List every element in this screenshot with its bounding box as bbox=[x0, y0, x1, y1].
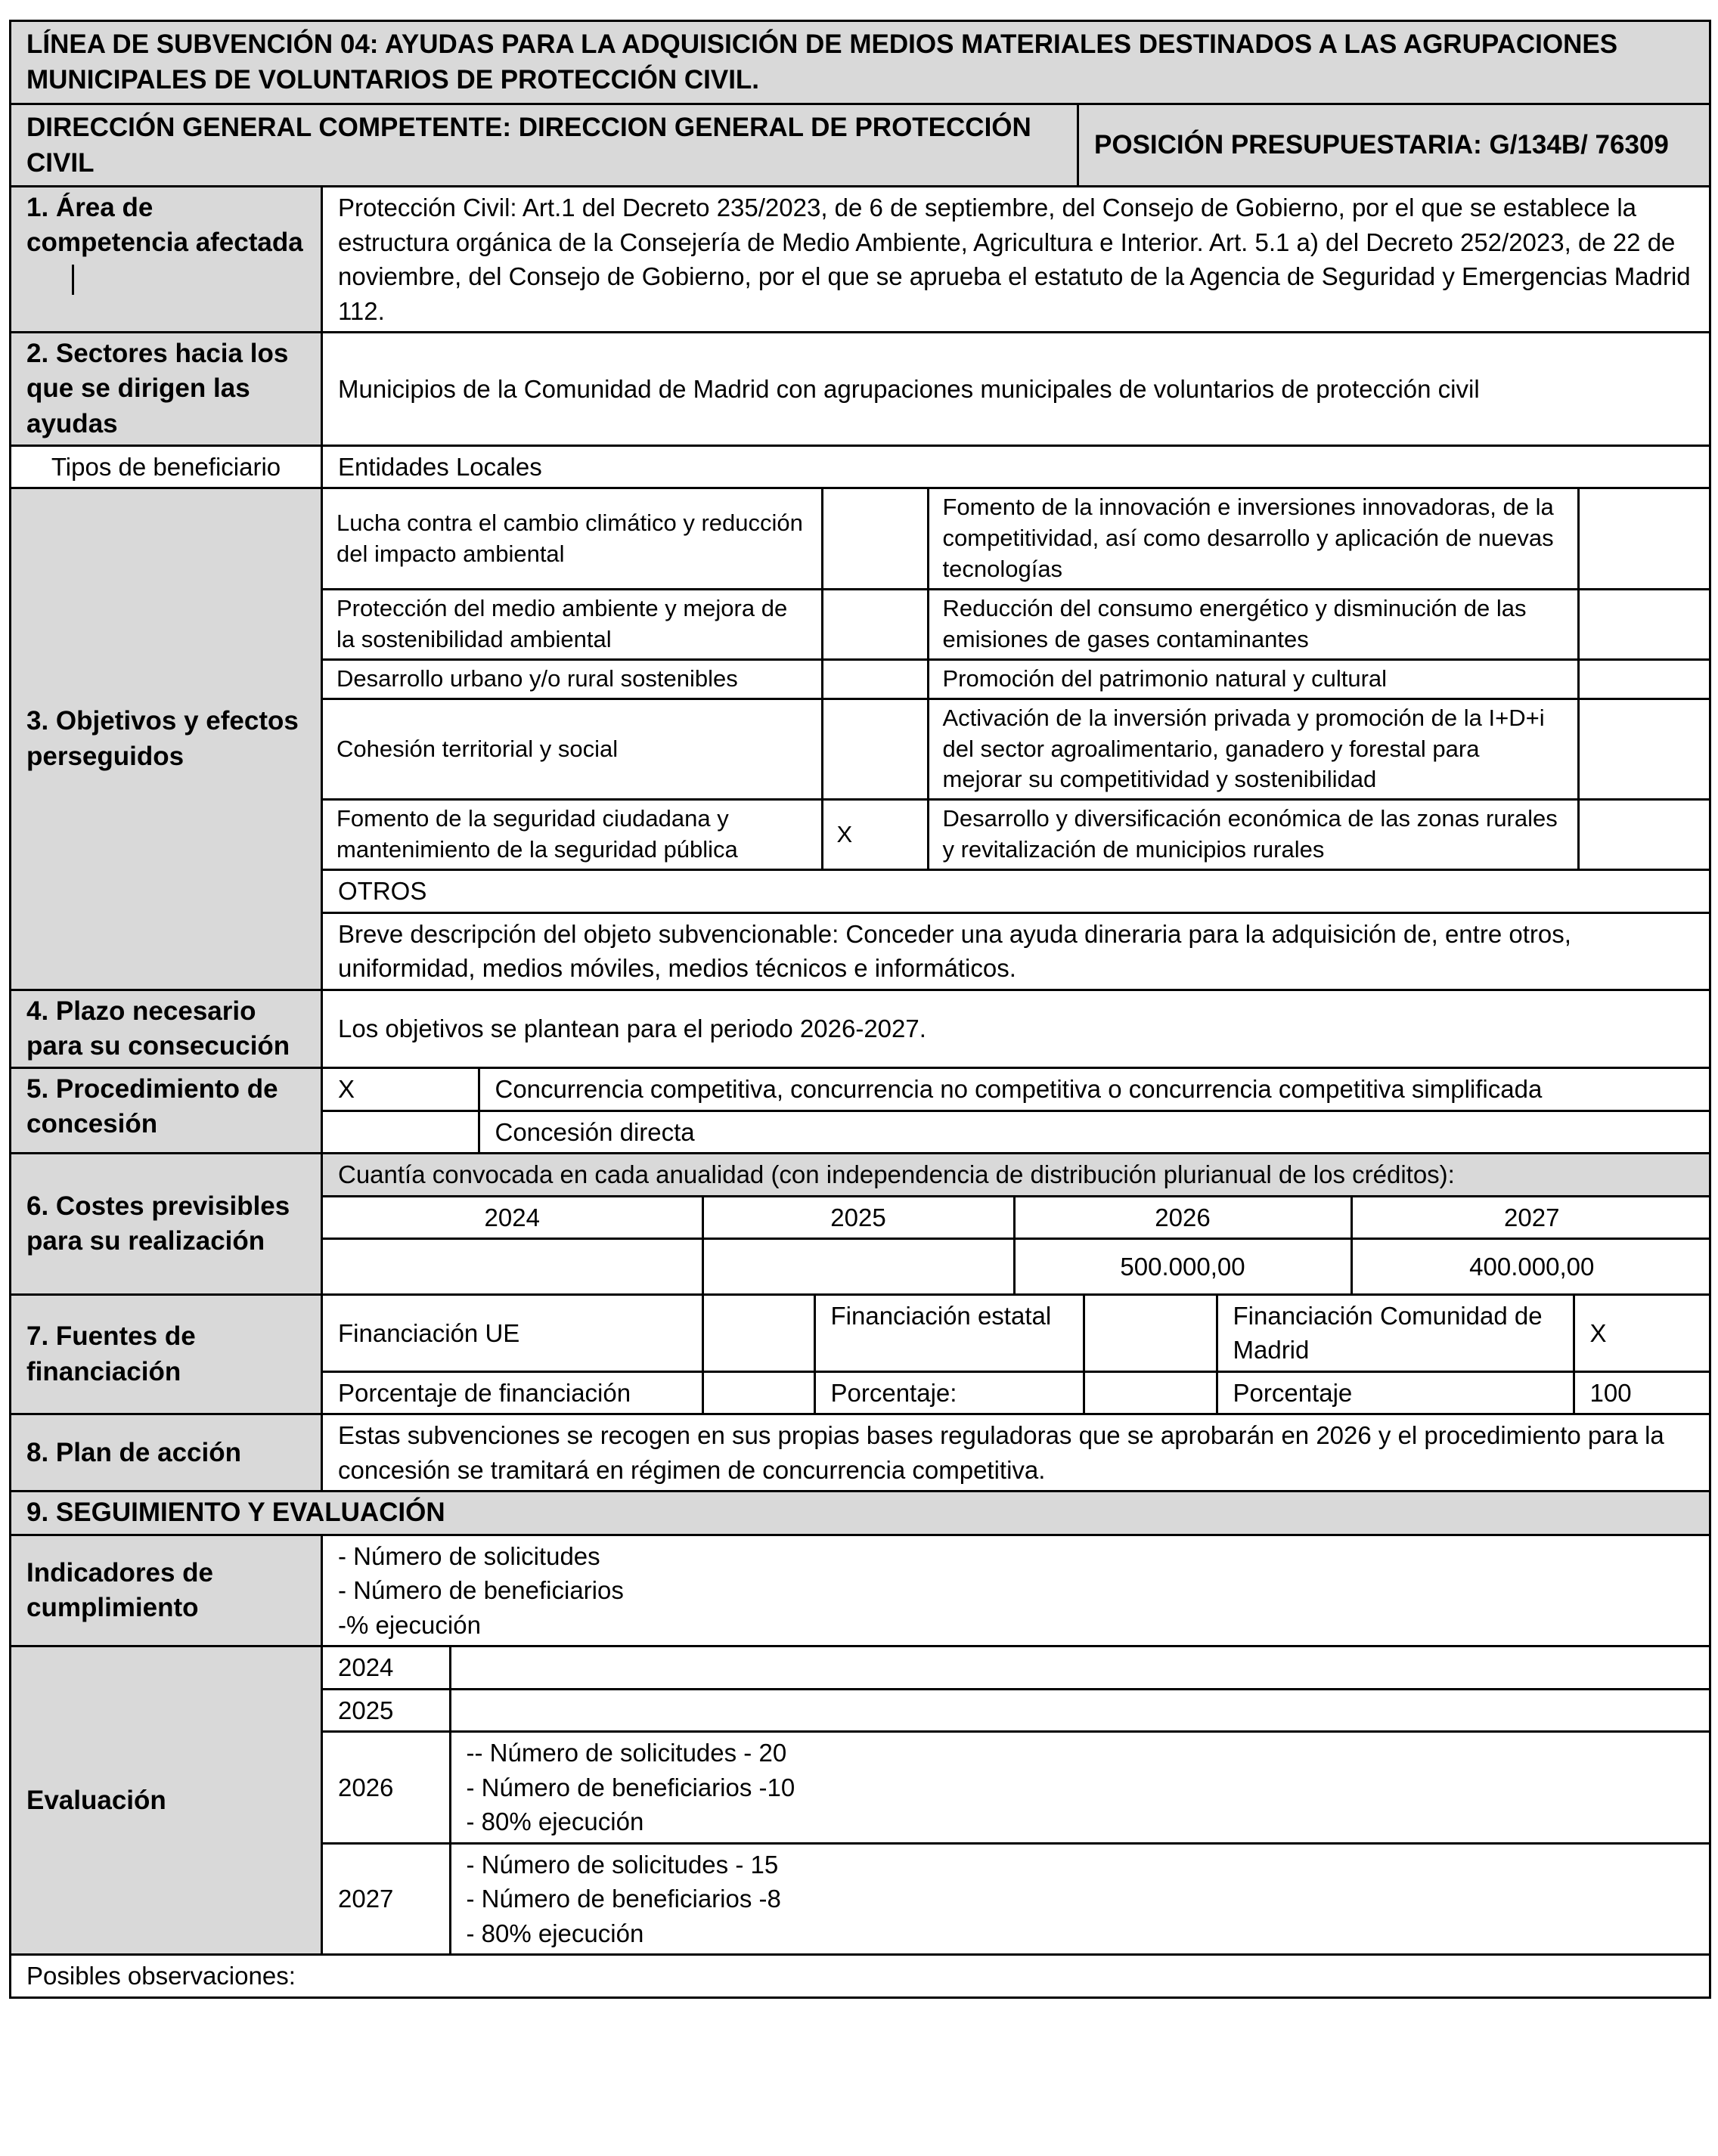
objetivo-right-mark bbox=[1578, 589, 1711, 659]
objetivo-right: Activación de la inversión privada y promoción de la I+D+i del sector agroalimentario, ganadero y forestal para mejorar su competitividad y sostenibilidad bbox=[928, 699, 1578, 800]
evaluacion-lines bbox=[450, 1689, 1709, 1732]
amount-value bbox=[702, 1239, 1014, 1293]
objetivo-row bbox=[323, 699, 1711, 800]
objetivo-right: Desarrollo y diversificación económica de las zonas rurales y revitalización de municipios rurales bbox=[928, 800, 1578, 870]
indicador-item: - Número de solicitudes bbox=[338, 1541, 600, 1570]
procedimiento-row bbox=[323, 1069, 1709, 1111]
text-cursor bbox=[72, 265, 74, 295]
procedimiento-cell bbox=[322, 1068, 1710, 1154]
plazo-label: 4. Plazo necesario para su consecución bbox=[11, 990, 322, 1067]
indicador-item: - Número de beneficiarios bbox=[338, 1576, 624, 1605]
evaluacion-lines bbox=[450, 1732, 1709, 1844]
objetivo-left: Cohesión territorial y social bbox=[323, 699, 822, 800]
evaluacion-row bbox=[323, 1689, 1709, 1732]
area-text: Protección Civil: Art.1 del Decreto 235/2023, de 6 de septiembre, del Consejo de Gobierno, por el que se establece la estructura orgánica de la Consejería de Medio Ambiente, Agricultura e Interior. Art. 5.1 a) del Decreto 252/2023, de 22 de noviembre, del Consejo de Gobierno, por el que se aprueba el estatuto de la Agencia de Seguridad y Emergencias Madrid 112. bbox=[322, 187, 1710, 333]
objetivos-label: 3. Objetivos y efectos perseguidos bbox=[11, 488, 322, 990]
costes-cell bbox=[322, 1154, 1710, 1295]
evaluacion-year: 2027 bbox=[323, 1843, 450, 1953]
evaluacion-row bbox=[323, 1647, 1709, 1689]
indicadores-list bbox=[322, 1535, 1710, 1646]
objetivo-right-mark bbox=[1578, 800, 1711, 870]
porcentaje-cam-label: Porcentaje bbox=[1217, 1371, 1574, 1413]
objetivo-right: Fomento de la innovación e inversiones innovadoras, de la competitividad, así como desarrollo y aplicación de nuevas tecnologías bbox=[928, 489, 1578, 589]
plan-label: 8. Plan de acción bbox=[11, 1414, 322, 1492]
evaluacion-year: 2025 bbox=[323, 1689, 450, 1732]
objetivos-cell bbox=[322, 488, 1710, 990]
objetivo-left-mark bbox=[822, 699, 928, 800]
objetivo-left: Fomento de la seguridad ciudadana y mantenimiento de la seguridad pública bbox=[323, 800, 822, 870]
financiacion-estatal-mark bbox=[1084, 1296, 1217, 1372]
evaluacion-row bbox=[323, 1732, 1709, 1844]
procedimiento-text: Concurrencia competitiva, concurrencia no competitiva o concurrencia competitiva simplificada bbox=[479, 1069, 1709, 1111]
procedimiento-mark bbox=[323, 1111, 479, 1152]
evaluacion-line: - Número de beneficiarios -8 bbox=[466, 1885, 781, 1913]
procedimiento-text: Concesión directa bbox=[479, 1111, 1709, 1152]
evaluacion-grid bbox=[323, 1647, 1709, 1953]
objetivo-row bbox=[323, 489, 1711, 589]
plazo-text: Los objetivos se plantean para el periodo 2026-2027. bbox=[322, 990, 1710, 1067]
evaluacion-line: - 80% ejecución bbox=[466, 1808, 644, 1836]
beneficiario-label: Tipos de beneficiario bbox=[11, 445, 322, 488]
amount-value bbox=[323, 1239, 702, 1293]
direccion-general: DIRECCIÓN GENERAL COMPETENTE: DIRECCION GENERAL DE PROTECCIÓN CIVIL bbox=[11, 104, 1078, 187]
porcentaje-estatal-label: Porcentaje: bbox=[814, 1371, 1084, 1413]
year-label: 2024 bbox=[323, 1196, 702, 1239]
objeto-subvencionable: Breve descripción del objeto subvencionable: Conceder una ayuda dineraria para la adquisición de, entre otros, uniformidad, medios móviles, medios técnicos e informáticos. bbox=[323, 912, 1711, 989]
evaluacion-line: -- Número de solicitudes - 20 bbox=[466, 1739, 787, 1767]
objetivo-right-mark bbox=[1578, 489, 1711, 589]
financiacion-estatal: Financiación estatal bbox=[814, 1296, 1084, 1372]
objetivo-left-mark bbox=[822, 489, 928, 589]
evaluacion-line: - Número de solicitudes - 15 bbox=[466, 1850, 779, 1879]
sectores-text: Municipios de la Comunidad de Madrid con agrupaciones municipales de voluntarios de protección civil bbox=[322, 333, 1710, 446]
evaluacion-year: 2024 bbox=[323, 1647, 450, 1689]
objetivo-left: Desarrollo urbano y/o rural sostenibles bbox=[323, 659, 822, 699]
evaluacion-cell bbox=[322, 1646, 1710, 1955]
area-label bbox=[11, 187, 322, 333]
line-title: LÍNEA DE SUBVENCIÓN 04: AYUDAS PARA LA ADQUISICIÓN DE MEDIOS MATERIALES DESTINADOS A LAS AGRUPACIONES MUNICIPALES DE VOLUNTARIOS DE PROTECCIÓN CIVIL. bbox=[11, 21, 1710, 104]
evaluacion-line: - 80% ejecución bbox=[466, 1919, 644, 1947]
porcentaje-estatal bbox=[1084, 1371, 1217, 1413]
objetivo-row bbox=[323, 589, 1711, 659]
seguimiento-title: 9. SEGUIMIENTO Y EVALUACIÓN bbox=[11, 1492, 1710, 1535]
objetivo-left: Lucha contra el cambio climático y reducción del impacto ambiental bbox=[323, 489, 822, 589]
objetivo-row bbox=[323, 659, 1711, 699]
fuentes-label: 7. Fuentes de financiación bbox=[11, 1294, 322, 1414]
porcentaje-label: Porcentaje de financiación bbox=[323, 1371, 702, 1413]
procedimiento-mark: X bbox=[323, 1069, 479, 1111]
objetivos-grid bbox=[323, 489, 1711, 989]
beneficiario-value: Entidades Locales bbox=[322, 445, 1710, 488]
financiacion-ue-mark bbox=[702, 1296, 814, 1372]
costes-amounts-row bbox=[323, 1239, 1711, 1293]
costes-label: 6. Costes previsibles para su realización bbox=[11, 1154, 322, 1295]
procedimiento-label: 5. Procedimiento de concesión bbox=[11, 1068, 322, 1154]
procedimiento-grid bbox=[323, 1069, 1709, 1152]
sectores-label: 2. Sectores hacia los que se dirigen las ayudas bbox=[11, 333, 322, 446]
costes-years-row bbox=[323, 1196, 1711, 1239]
evaluacion-line: - Número de beneficiarios -10 bbox=[466, 1773, 795, 1801]
fuentes-cell bbox=[322, 1294, 1710, 1414]
costes-grid bbox=[323, 1154, 1711, 1293]
evaluacion-year: 2026 bbox=[323, 1732, 450, 1844]
porcentaje-ue bbox=[702, 1371, 814, 1413]
year-label: 2027 bbox=[1351, 1196, 1711, 1239]
evaluacion-lines bbox=[450, 1647, 1709, 1689]
indicadores-label: Indicadores de cumplimiento bbox=[11, 1535, 322, 1646]
amount-value: 400.000,00 bbox=[1351, 1239, 1711, 1293]
evaluacion-lines bbox=[450, 1843, 1709, 1953]
costes-heading: Cuantía convocada en cada anualidad (con independencia de distribución plurianual de los créditos): bbox=[323, 1154, 1711, 1196]
evaluacion-row bbox=[323, 1843, 1709, 1953]
year-label: 2026 bbox=[1014, 1196, 1351, 1239]
objetivo-right-mark bbox=[1578, 699, 1711, 800]
porcentaje-cam: 100 bbox=[1574, 1371, 1711, 1413]
objetivo-right-mark bbox=[1578, 659, 1711, 699]
objetivos-otros: OTROS bbox=[323, 870, 1711, 913]
observaciones: Posibles observaciones: bbox=[11, 1955, 1710, 1998]
main-table bbox=[9, 20, 1711, 1999]
area-label-text: 1. Área de competencia afectada bbox=[26, 193, 303, 258]
posicion-presupuestaria: POSICIÓN PRESUPUESTARIA: G/134B/ 76309 bbox=[1078, 104, 1710, 187]
objetivo-left-mark bbox=[822, 589, 928, 659]
objetivo-left: Protección del medio ambiente y mejora de la sostenibilidad ambiental bbox=[323, 589, 822, 659]
financiacion-ue: Financiación UE bbox=[323, 1296, 702, 1372]
financiacion-cam: Financiación Comunidad de Madrid bbox=[1217, 1296, 1574, 1372]
year-label: 2025 bbox=[702, 1196, 1014, 1239]
financiacion-cam-mark: X bbox=[1574, 1296, 1711, 1372]
indicador-item: -% ejecución bbox=[338, 1610, 481, 1639]
subvencion-sheet bbox=[9, 20, 1709, 1999]
objetivo-right: Promoción del patrimonio natural y cultural bbox=[928, 659, 1578, 699]
procedimiento-row bbox=[323, 1111, 1709, 1152]
objetivo-right: Reducción del consumo energético y disminución de las emisiones de gases contaminantes bbox=[928, 589, 1578, 659]
plan-text: Estas subvenciones se recogen en sus propias bases reguladoras que se aprobarán en 2026 y el procedimiento para la concesión se tramitará en régimen de concurrencia competitiva. bbox=[322, 1414, 1710, 1492]
objetivo-row bbox=[323, 800, 1711, 870]
evaluacion-label: Evaluación bbox=[11, 1646, 322, 1955]
fuentes-grid bbox=[323, 1296, 1711, 1414]
objetivo-left-mark bbox=[822, 659, 928, 699]
objetivo-left-mark: X bbox=[822, 800, 928, 870]
amount-value: 500.000,00 bbox=[1014, 1239, 1351, 1293]
